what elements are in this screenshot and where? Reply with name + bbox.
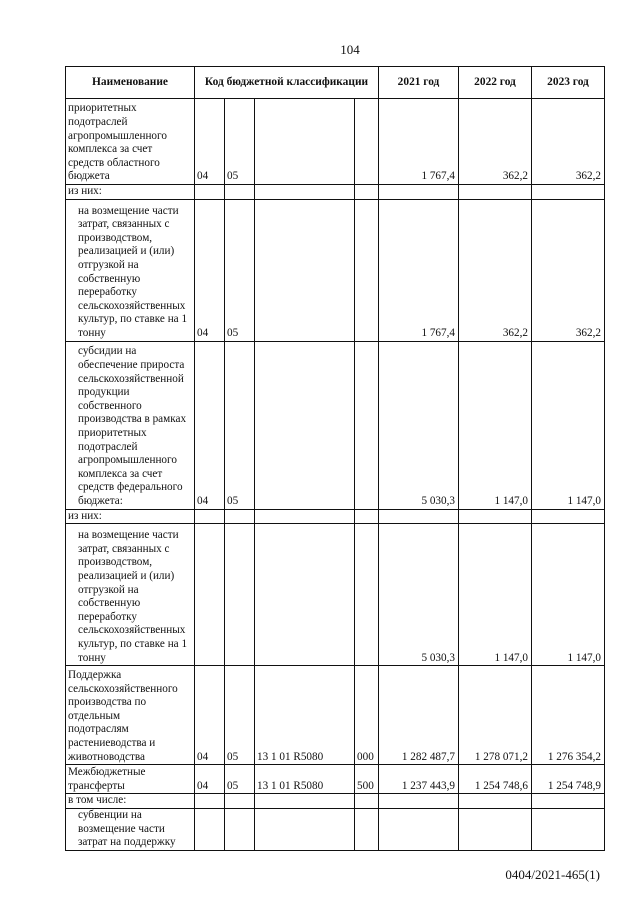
row-value-2022: 1 147,0 bbox=[459, 341, 532, 509]
row-value-2021 bbox=[379, 808, 459, 850]
row-code-target bbox=[255, 99, 355, 185]
row-code-type bbox=[355, 524, 379, 666]
row-code-type bbox=[355, 794, 379, 809]
row-value-2022: 362,2 bbox=[459, 99, 532, 185]
row-code-target: 13 1 01 R5080 bbox=[255, 765, 355, 794]
row-value-2022: 1 147,0 bbox=[459, 524, 532, 666]
row-value-2021 bbox=[379, 794, 459, 809]
row-code-subsection bbox=[225, 185, 255, 200]
row-code-section bbox=[195, 185, 225, 200]
row-value-2021: 5 030,3 bbox=[379, 524, 459, 666]
row-value-2022 bbox=[459, 185, 532, 200]
row-code-type: 000 bbox=[355, 666, 379, 765]
row-value-2022 bbox=[459, 794, 532, 809]
document-code: 0404/2021-465(1) bbox=[505, 867, 600, 882]
row-code-target bbox=[255, 524, 355, 666]
table-row bbox=[66, 765, 605, 794]
row-code-type bbox=[355, 808, 379, 850]
table-row bbox=[66, 524, 605, 666]
row-code-section: 04 bbox=[195, 199, 225, 341]
row-value-2023: 1 147,0 bbox=[532, 341, 605, 509]
header-name: Наименование bbox=[66, 67, 195, 99]
row-name: из них: bbox=[66, 509, 195, 524]
budget-table bbox=[65, 66, 605, 851]
row-code-type bbox=[355, 509, 379, 524]
row-name: Межбюджетные трансферты bbox=[66, 765, 195, 794]
row-code-section bbox=[195, 808, 225, 850]
header-2023: 2023 год bbox=[532, 67, 605, 99]
row-code-section: 04 bbox=[195, 99, 225, 185]
row-code-type bbox=[355, 99, 379, 185]
row-value-2022: 1 278 071,2 bbox=[459, 666, 532, 765]
row-value-2023: 362,2 bbox=[532, 99, 605, 185]
row-code-subsection: 05 bbox=[225, 341, 255, 509]
row-code-section bbox=[195, 794, 225, 809]
row-value-2023: 1 147,0 bbox=[532, 524, 605, 666]
header-code: Код бюджетной классификации bbox=[195, 67, 379, 99]
row-value-2023 bbox=[532, 794, 605, 809]
row-name: из них: bbox=[66, 185, 195, 200]
row-code-section: 04 bbox=[195, 341, 225, 509]
row-code-section bbox=[195, 524, 225, 666]
row-code-subsection bbox=[225, 794, 255, 809]
row-code-subsection: 05 bbox=[225, 765, 255, 794]
table-row bbox=[66, 341, 605, 509]
table-row bbox=[66, 509, 605, 524]
row-code-target bbox=[255, 794, 355, 809]
row-value-2022: 1 254 748,6 bbox=[459, 765, 532, 794]
row-name: субвенции на возмещение части затрат на поддержку bbox=[66, 808, 195, 850]
row-value-2021: 5 030,3 bbox=[379, 341, 459, 509]
row-name: Поддержка сельскохозяйственного производства по отдельным подотраслям растениеводства и животноводства bbox=[66, 666, 195, 765]
page-number: 104 bbox=[340, 42, 360, 57]
row-value-2021: 1 767,4 bbox=[379, 99, 459, 185]
table-row bbox=[66, 185, 605, 200]
row-name: субсидии на обеспечение прироста сельскохозяйственной продукции собственного производства в рамках приоритетных подотраслей агропромышленного комплекса за счет средств федерального бюджета: bbox=[66, 341, 195, 509]
row-code-section: 04 bbox=[195, 666, 225, 765]
row-code-subsection bbox=[225, 509, 255, 524]
row-code-type bbox=[355, 185, 379, 200]
table-header-row bbox=[66, 67, 605, 99]
row-code-target bbox=[255, 808, 355, 850]
row-name: в том числе: bbox=[66, 794, 195, 809]
row-code-section: 04 bbox=[195, 765, 225, 794]
row-code-subsection: 05 bbox=[225, 99, 255, 185]
row-code-subsection bbox=[225, 524, 255, 666]
row-code-target: 13 1 01 R5080 bbox=[255, 666, 355, 765]
header-2022: 2022 год bbox=[459, 67, 532, 99]
row-code-subsection: 05 bbox=[225, 199, 255, 341]
row-code-target bbox=[255, 199, 355, 341]
row-value-2022: 362,2 bbox=[459, 199, 532, 341]
header-2021: 2021 год bbox=[379, 67, 459, 99]
row-value-2023: 1 276 354,2 bbox=[532, 666, 605, 765]
row-code-target bbox=[255, 185, 355, 200]
row-value-2023 bbox=[532, 185, 605, 200]
row-value-2021 bbox=[379, 185, 459, 200]
table-row bbox=[66, 199, 605, 341]
row-value-2021: 1 767,4 bbox=[379, 199, 459, 341]
row-code-subsection bbox=[225, 808, 255, 850]
row-value-2022 bbox=[459, 509, 532, 524]
row-code-type bbox=[355, 199, 379, 341]
table-row bbox=[66, 794, 605, 809]
row-name: приоритетных подотраслей агропромышленного комплекса за счет средств областного бюджета bbox=[66, 99, 195, 185]
row-code-type: 500 bbox=[355, 765, 379, 794]
row-value-2021 bbox=[379, 509, 459, 524]
row-value-2022 bbox=[459, 808, 532, 850]
row-name: на возмещение части затрат, связанных с производством, реализацией и (или) отгрузкой на собственную переработку сельскохозяйственных культур, по ставке на 1 тонну bbox=[66, 199, 195, 341]
row-value-2023 bbox=[532, 509, 605, 524]
row-name: на возмещение части затрат, связанных с производством, реализацией и (или) отгрузкой на собственную переработку сельскохозяйственных культур, по ставке на 1 тонну bbox=[66, 524, 195, 666]
row-code-section bbox=[195, 509, 225, 524]
row-value-2023: 362,2 bbox=[532, 199, 605, 341]
row-value-2023 bbox=[532, 808, 605, 850]
row-code-type bbox=[355, 341, 379, 509]
row-code-subsection: 05 bbox=[225, 666, 255, 765]
table-row bbox=[66, 808, 605, 850]
row-value-2023: 1 254 748,9 bbox=[532, 765, 605, 794]
table-row bbox=[66, 666, 605, 765]
table-row bbox=[66, 99, 605, 185]
row-value-2021: 1 237 443,9 bbox=[379, 765, 459, 794]
row-value-2021: 1 282 487,7 bbox=[379, 666, 459, 765]
row-code-target bbox=[255, 509, 355, 524]
row-code-target bbox=[255, 341, 355, 509]
